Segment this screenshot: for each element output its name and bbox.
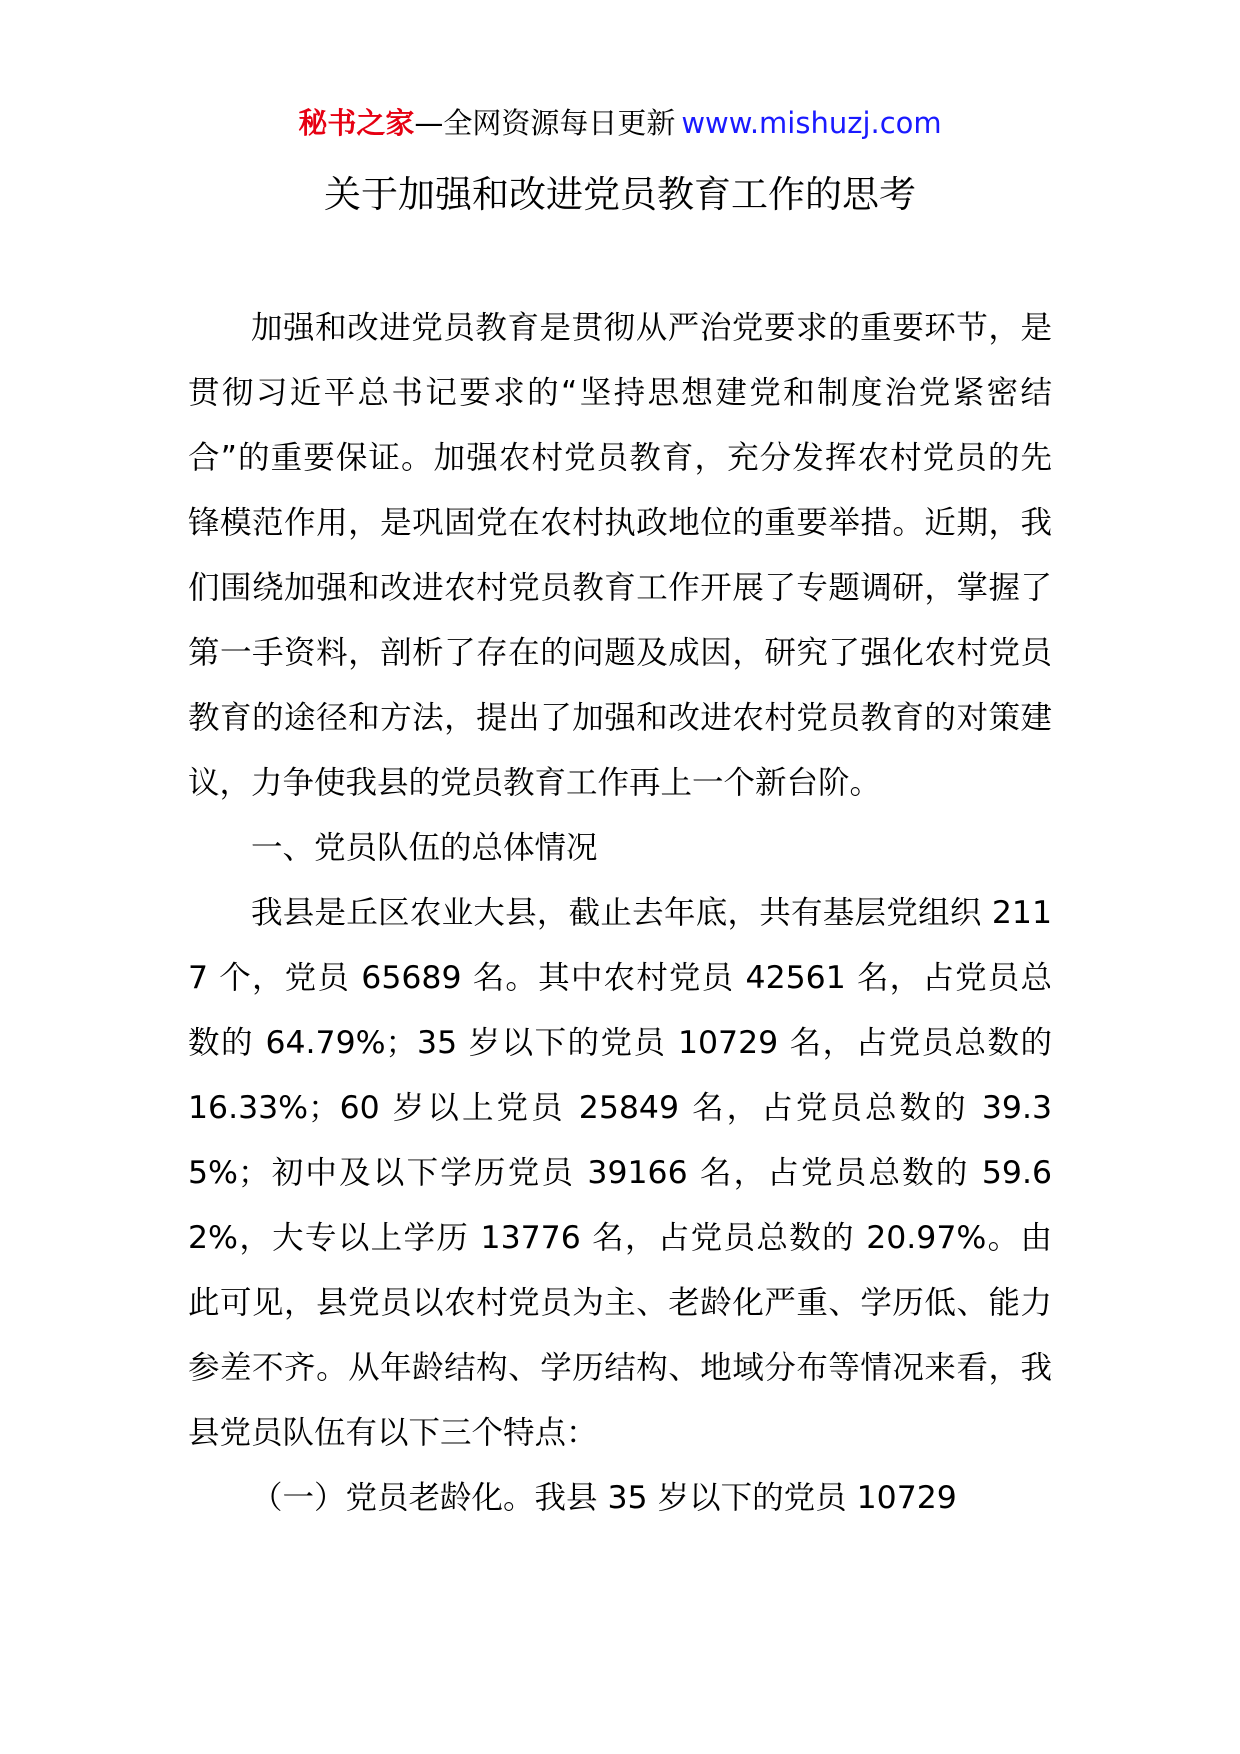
site-tagline: —全网资源每日更新 xyxy=(414,106,676,140)
paragraph-intro: 加强和改进党员教育是贯彻从严治党要求的重要环节，是贯彻习近平总书记要求的“坚持思想建党和制度治党紧密结合”的重要保证。加强农村党员教育，充分发挥农村党员的先锋模范作用，是巩固党在农村执政地位的重要举措。近期，我们围绕加强和改进农村党员教育工作开展了专题调研，掌握了第一手资料，剖析了存在的问题及成因，研究了强化农村党员教育的途径和方法，提出了加强和改进农村党员教育的对策建议，力争使我县的党员教育工作再上一个新台阶。 xyxy=(188,310,1052,801)
site-url-link[interactable]: www.mishuzj.com xyxy=(681,106,942,140)
paragraph-statistics: 我县是丘区农业大县，截止去年底，共有基层党组织 2117 个，党员 65689 名。其中农村党员 42561 名，占党员总数的 64.79%；35 岁以下的党员 10729 名，占党员总数的 16.33%；60 岁以上党员 25849 名，占党员总数的 39.35%；初中及以下学历党员 39166 名，占党员总数的 59.62%，大专以上学历 13776 名，占党员总数的 20.97%。由此可见，县党员以农村党员为主、老龄化严重、学历低、能力参差不齐。从年龄结构、学历结构、地域分布等情况来看，我县党员队伍有以下三个特点： xyxy=(188,895,1052,1451)
paragraph-subheading-1: （一）党员老龄化。我县 35 岁以下的党员 10729 xyxy=(251,1480,957,1516)
site-header-banner xyxy=(0,103,1240,143)
document-title: 关于加强和改进党员教育工作的思考 xyxy=(324,173,916,216)
section-heading-1: 一、党员队伍的总体情况 xyxy=(251,830,598,866)
document-body xyxy=(188,296,1052,1531)
site-brand: 秘书之家 xyxy=(298,106,415,140)
